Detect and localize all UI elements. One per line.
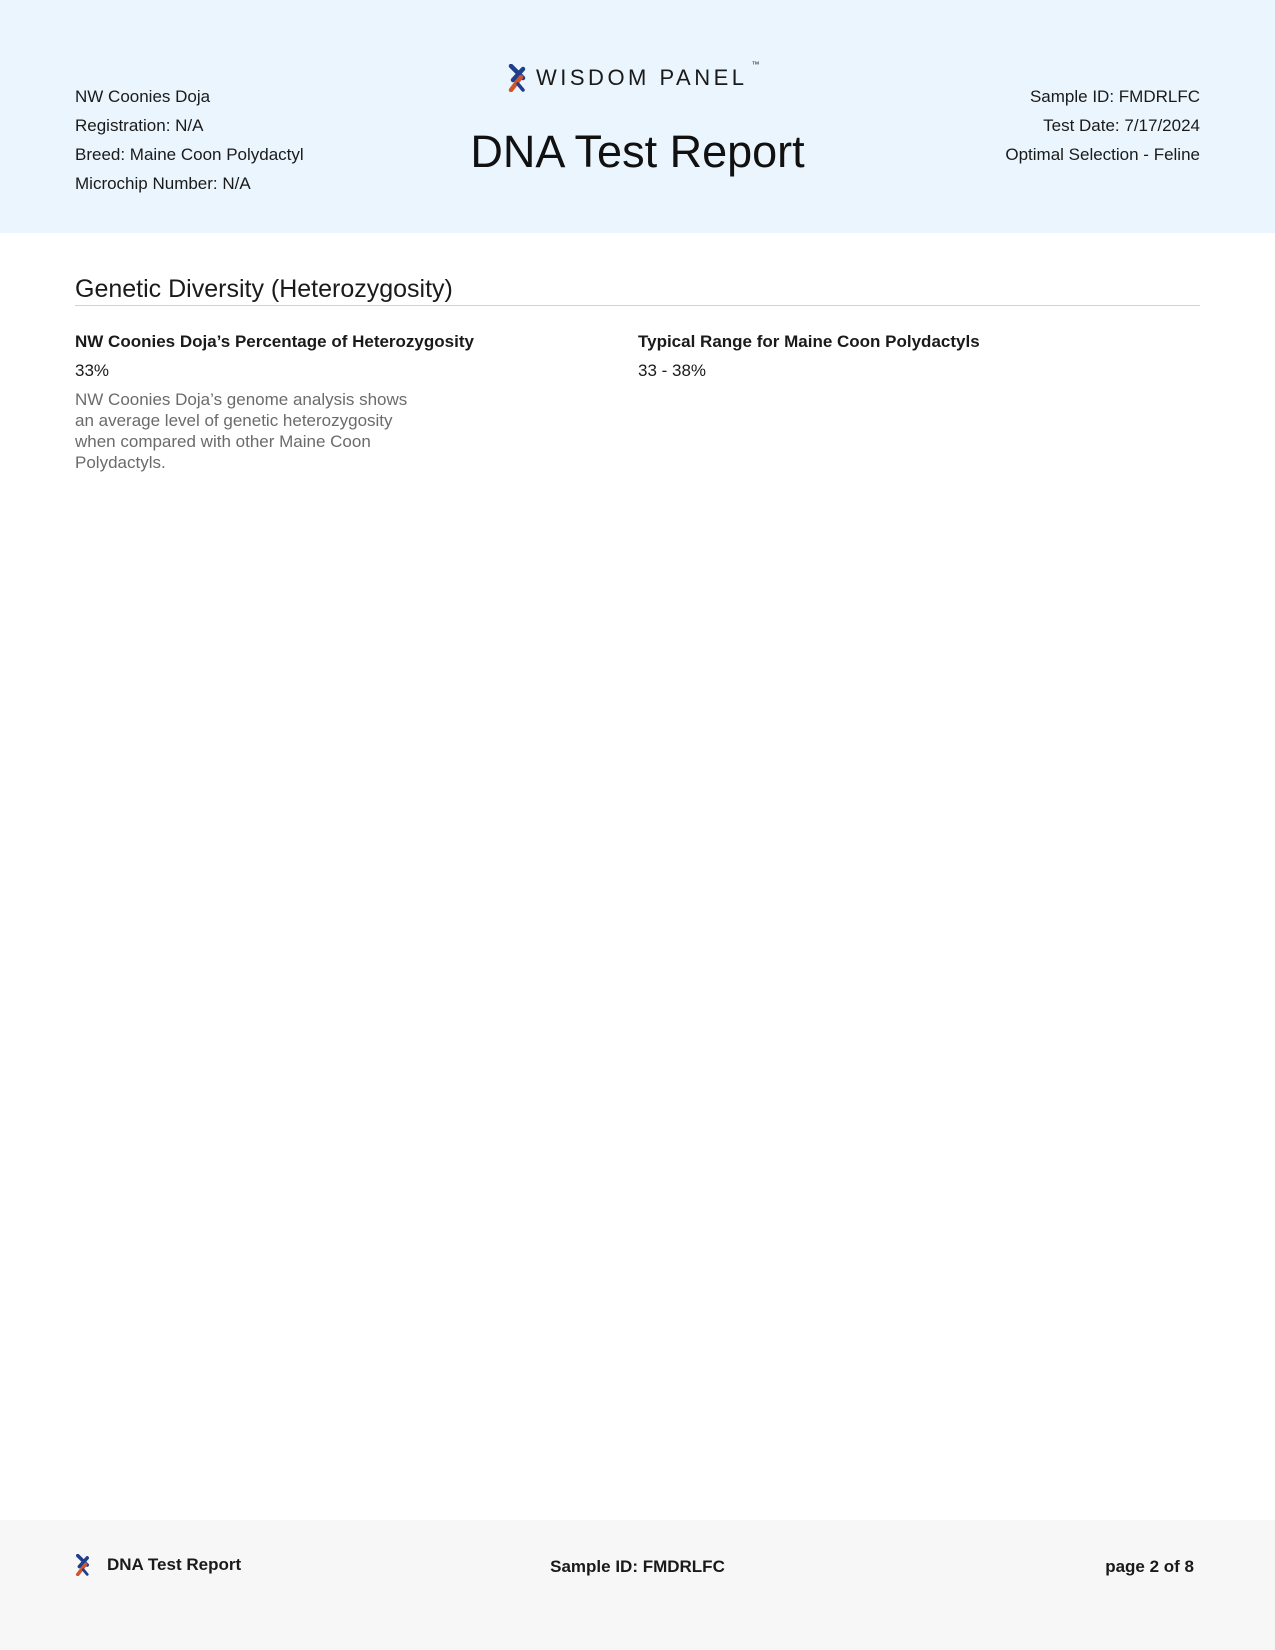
test-type: Optimal Selection - Feline	[1005, 145, 1200, 164]
heterozygosity-result	[75, 331, 575, 473]
registration: Registration: N/A	[75, 116, 204, 135]
section-title: Genetic Diversity (Heterozygosity)	[75, 275, 453, 303]
footer-sample-id: Sample ID: FMDRLFC	[550, 1557, 725, 1576]
typical-range	[638, 331, 1198, 382]
wisdom-panel-logo	[508, 60, 760, 93]
page-number: page 2 of 8	[1105, 1557, 1194, 1576]
sample-info	[1005, 82, 1200, 169]
breed: Breed: Maine Coon Polydactyl	[75, 145, 304, 164]
report-header	[0, 0, 1275, 233]
logo-wordmark: WISDOM PANEL ™	[536, 60, 760, 90]
trademark-symbol: ™	[751, 60, 760, 69]
result-heading: NW Coonies Doja’s Percentage of Heterozygosity	[75, 332, 474, 351]
page-title: DNA Test Report	[470, 126, 805, 177]
range-heading: Typical Range for Maine Coon Polydactyls	[638, 332, 980, 351]
range-value: 33 - 38%	[638, 361, 707, 380]
microchip-number: Microchip Number: N/A	[75, 174, 251, 193]
section-divider	[75, 305, 1200, 306]
footer-title: DNA Test Report	[107, 1555, 242, 1574]
sample-id: Sample ID: FMDRLFC	[1029, 87, 1200, 106]
result-value: 33%	[75, 361, 110, 380]
test-date: Test Date: 7/17/2024	[1043, 116, 1200, 135]
wisdom-panel-helix-icon	[508, 64, 526, 92]
pet-name: NW Coonies Doja	[75, 87, 211, 106]
page-footer	[0, 1520, 1275, 1650]
result-description: NW Coonies Doja’s genome analysis shows an average level of genetic heterozygosity when compared with other Maine Coon Polydactyls.	[75, 390, 408, 472]
